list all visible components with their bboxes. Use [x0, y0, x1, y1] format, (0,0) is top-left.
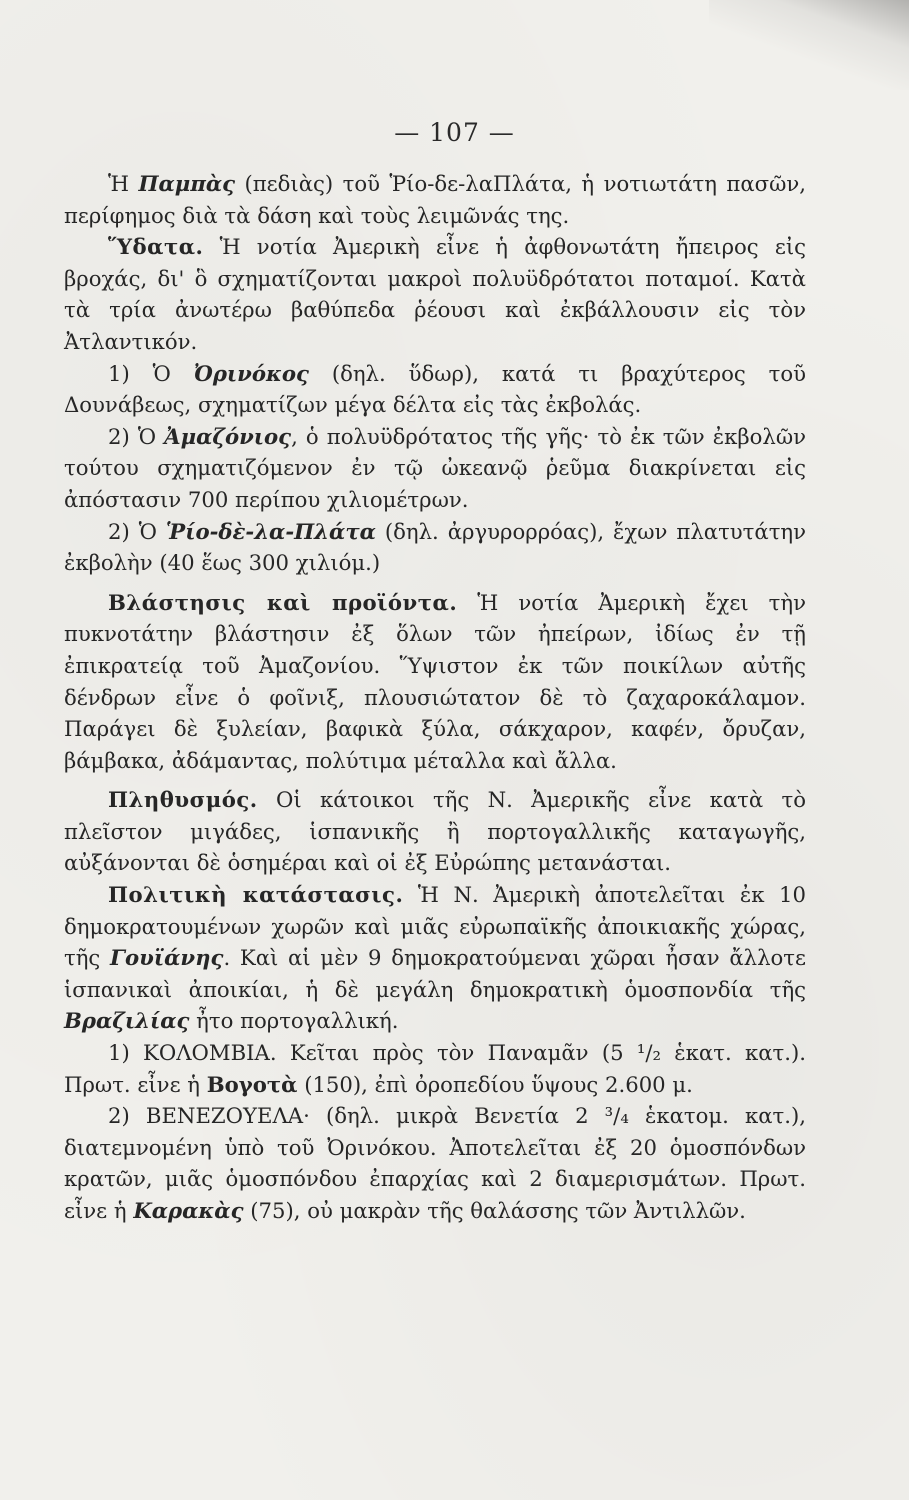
paragraph-text: 1) ΚΟΛΟΜΒΙΑ. Κεῖται πρὸς τὸν Παναμᾶν (5 ¹/₂ ἑκατ. κατ.). Πρωτ. εἶνε ἡ	[64, 1040, 806, 1097]
section-heading: Πολιτικὴ κατάστασις.	[108, 882, 404, 908]
emphasized-term: Καρακὰς	[133, 1198, 244, 1223]
paragraph-text: Ἡ νοτία Ἀμερικὴ ἔχει τὴν πυκνοτάτην βλάστησιν ἐξ ὅλων τῶν ἠπείρων, ἰδίως ἐν τῇ ἐπικρατείᾳ τοῦ Ἀμαζονίου. Ὕψιστον ἐκ τῶν ποικίλων αὐτῆς δένδρων εἶνε ὁ φοῖνιξ, πλουσιώτατον δὲ τὸ ζαχαροκάλαμον. Παράγει δὲ ξυλείαν, βαφικὰ ξύλα, σάκχαρον, καφέν, ὄρυζαν, βάμβακα, ἀδάμαντας, πολύτιμα μέταλλα καὶ ἄλλα.	[64, 589, 806, 773]
paragraph-text: (δηλ. ὕδωρ), κατά τι βραχύτερος τοῦ Δουνάβεως, σχηματίζων μέγα δέλτα εἰς τὰς ἐκβολάς.	[64, 360, 806, 418]
emphasized-term: Ἀμαζόνιος	[164, 423, 292, 449]
emphasized-term: Γουϊάνης	[109, 945, 224, 971]
paragraph-text: Ἡ	[108, 171, 139, 196]
paragraph-text: 2) Ὁ	[108, 518, 166, 544]
emphasized-term: Ὀρινόκος	[193, 360, 309, 386]
paragraph-text: Ἡ Ν. Ἀμερικὴ ἀποτελεῖται ἐκ 10 δημοκρατουμένων χωρῶν καὶ μιᾶς εὐρωπαϊκῆς ἀποικιακῆς χώρας, τῆς	[64, 882, 807, 971]
body-text	[64, 168, 806, 1227]
paragraph-udata	[64, 231, 806, 357]
paragraph-text: ἦτο πορτογαλλική.	[189, 1008, 399, 1034]
paragraph-amazonios	[64, 421, 806, 516]
emphasized-term: Παμπὰς	[138, 171, 236, 196]
paragraph-politike	[64, 879, 806, 1037]
section-heading: Βλάστησις καὶ προϊόντα.	[108, 589, 458, 615]
emphasized-term: Ῥίο-δὲ-λα-Πλάτα	[165, 518, 376, 544]
paragraph-text: (δηλ. ἀργυρορρόας), ἔχων πλατυτάτην ἐκβολὴν (40 ἕως 300 χιλιόμ.)	[64, 518, 806, 576]
paragraph-text: (150), ἐπὶ ὀροπεδίου ὕψους 2.600 μ.	[297, 1071, 693, 1097]
paragraph-text: 2) ΒΕΝΕΖΟΥΕΛΑ· (δηλ. μικρὰ Βενετία 2 ³/₄ ἑκατομ. κατ.), διατεμνομένη ὑπὸ τοῦ Ὀρινόκου. Ἀποτελεῖται ἐξ 20 ὁμοσπόνδων κρατῶν, μιᾶς ὁμοσπόνδου ἐπαρχίας καὶ 2 διαμερισμάτων. Πρωτ. εἶνε ἡ	[64, 1103, 806, 1223]
paragraph-text: Οἱ κάτοικοι τῆς Ν. Ἀμερικῆς εἶνε κατὰ τὸ πλεῖστον μιγάδες, ἱσπανικῆς ἢ πορτογαλλικῆς καταγωγῆς, αὐξάνονται δὲ ὁσημέραι καὶ οἱ ἐξ Εὐρώπης μετανάσται.	[64, 787, 806, 876]
page-number: — 107 —	[394, 118, 515, 147]
paragraph-text: Ἡ νοτία Ἀμερικὴ εἶνε ἡ ἀφθονωτάτη ἤπειρος εἰς βροχάς, δι' ὃ σχηματίζονται μακροὶ πολυϋδρότατοι ποταμοί. Κατὰ τὰ τρία ἀνωτέρω βαθύπεδα ῥέουσι καὶ ἐκβάλλουσιν εἰς τὸν Ἀτλαντικόν.	[64, 234, 806, 354]
section-heading: Πληθυσμός.	[108, 787, 258, 813]
paragraph-orinokos	[64, 358, 806, 421]
paragraph-kolombia	[64, 1037, 806, 1100]
paragraph-rio-de-la-plata	[64, 516, 806, 579]
paragraph-text: . Καὶ αἱ μὲν 9 δημοκρατούμεναι χῶραι ἦσαν ἄλλοτε ἱσπανικαὶ ἀποικίαι, ἡ δὲ μεγάλη δημοκρατικὴ ὁμοσπονδία τῆς	[64, 945, 806, 1002]
section-heading: Ὕδατα.	[108, 234, 204, 260]
paragraph-text: 2) Ὁ	[108, 423, 165, 449]
paragraph-blastesis	[64, 587, 806, 777]
paragraph-plethysmos	[64, 784, 806, 879]
paragraph-text: , ὁ πολυϋδρότατος τῆς γῆς· τὸ ἐκ τῶν ἐκβολῶν τούτου σχηματιζόμενον ἐν τῷ ὠκεανῷ ῥεῦμα διακρίνεται εἰς ἀπόστασιν 700 περίπου χιλιομέτρων.	[64, 423, 806, 512]
page-corner-shadow	[709, 0, 909, 90]
paragraph-text: 1) Ὁ	[108, 360, 194, 386]
emphasized-term: Βραζιλίας	[64, 1008, 190, 1034]
paragraph-venezouela	[64, 1100, 806, 1226]
paragraph-text: (πεδιὰς) τοῦ Ῥίο-δε-λαΠλάτα, ἡ νοτιωτάτη πασῶν, περίφημος διὰ τὰ δάση καὶ τοὺς λειμῶνάς της.	[64, 171, 807, 228]
paragraph-text: (75), οὐ μακρὰν τῆς θαλάσσης τῶν Ἀντιλλῶν.	[243, 1198, 746, 1223]
paragraph-pampas	[64, 168, 806, 231]
emphasized-term: Βογοτὰ	[206, 1071, 298, 1097]
